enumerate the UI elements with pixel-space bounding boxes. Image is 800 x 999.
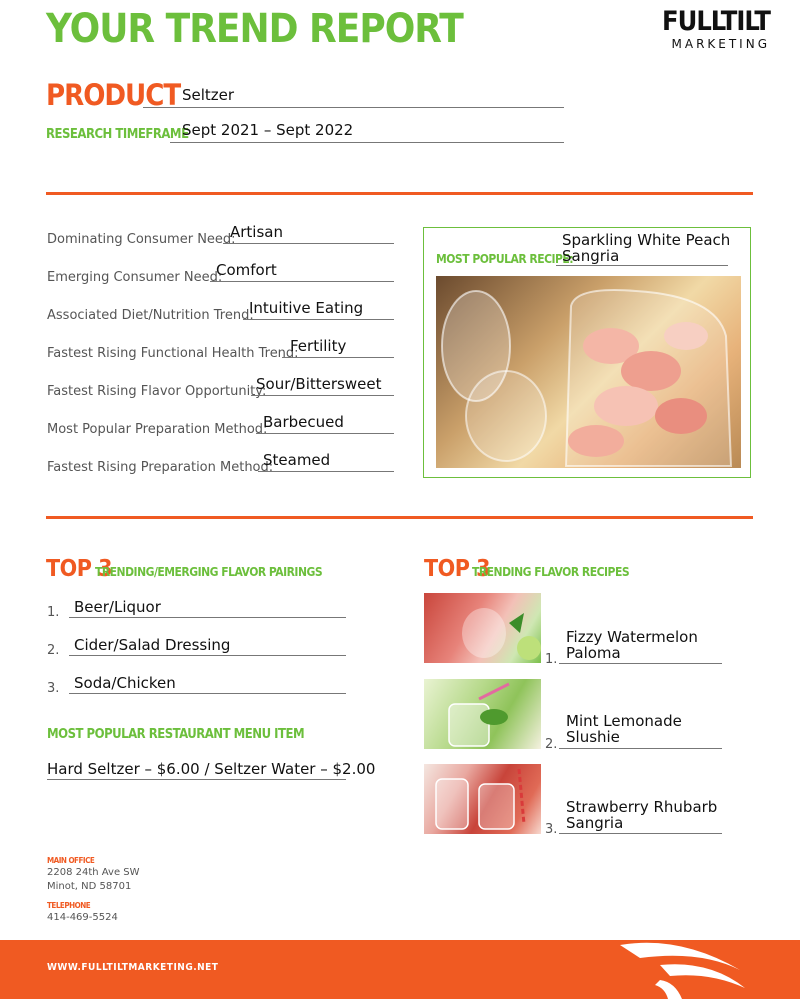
product-underline <box>143 107 564 108</box>
recipe-name-line1: Strawberry Rhubarb <box>566 798 718 816</box>
recipe-number: 2. <box>545 737 558 752</box>
logo <box>640 8 770 51</box>
trend-value: Steamed <box>263 451 331 469</box>
trend-label: Fastest Rising Preparation Method: <box>47 460 274 475</box>
recipe-name-line2: Slushie <box>566 728 620 746</box>
timeframe-label: RESEARCH TIMEFRAME <box>46 127 189 142</box>
timeframe-underline <box>170 142 564 143</box>
menu-item-underline <box>47 779 346 780</box>
pairings-heading: TRENDING/EMERGING FLAVOR PAIRINGS <box>95 565 323 579</box>
popular-recipe-name-line2: Sangria <box>562 247 620 265</box>
pairing-value: Cider/Salad Dressing <box>74 636 231 654</box>
product-label: PRODUCT <box>46 78 181 112</box>
logo-subtext: MARKETING <box>671 37 770 51</box>
recipe-name-line2: Paloma <box>566 644 621 662</box>
office-address-line2: Minot, ND 58701 <box>47 881 132 892</box>
pairing-underline <box>69 617 346 618</box>
watermelon-paloma-photo <box>424 593 541 663</box>
trend-label: Associated Diet/Nutrition Trend: <box>47 308 254 323</box>
pairing-number: 1. <box>47 605 60 620</box>
menu-item-value: Hard Seltzer – $6.00 / Seltzer Water – $2.00 <box>47 760 376 778</box>
trend-label: Emerging Consumer Need: <box>47 270 223 285</box>
telephone-number: 414-469-5524 <box>47 912 118 923</box>
sangria-photo <box>436 276 741 468</box>
footer-website-link[interactable]: WWW.FULLTILTMARKETING.NET <box>47 962 219 973</box>
popular-recipe-name <box>562 232 730 264</box>
pairings-heading-top: TOP 3 <box>46 556 112 582</box>
recipe-name <box>566 629 698 661</box>
recipes-heading-top: TOP 3 <box>424 556 490 582</box>
menu-item-heading: MOST POPULAR RESTAURANT MENU ITEM <box>47 727 305 742</box>
trend-label: Most Popular Preparation Method: <box>47 422 268 437</box>
telephone-label: TELEPHONE <box>47 901 91 910</box>
recipe-underline <box>559 833 722 834</box>
logo-wordmark: FULLTILT <box>662 6 770 37</box>
recipe-underline <box>559 748 722 749</box>
recipe-name <box>566 713 682 745</box>
trend-value: Artisan <box>230 223 283 241</box>
mint-lemonade-photo <box>424 679 541 749</box>
divider-top <box>46 192 753 195</box>
trend-label: Fastest Rising Functional Health Trend: <box>47 346 299 361</box>
trend-label: Dominating Consumer Need: <box>47 232 236 247</box>
product-value: Seltzer <box>182 86 235 104</box>
pairing-number: 2. <box>47 643 60 658</box>
trend-underline <box>251 395 394 396</box>
office-address-line1: 2208 24th Ave SW <box>47 867 140 878</box>
pairing-underline <box>69 693 346 694</box>
trend-label: Fastest Rising Flavor Opportunity: <box>47 384 267 399</box>
recipe-name <box>566 799 717 831</box>
trend-value: Barbecued <box>263 413 344 431</box>
recipe-name-line1: Mint Lemonade <box>566 712 682 730</box>
trend-value: Comfort <box>216 261 277 279</box>
footer-bar <box>0 940 800 999</box>
trend-underline <box>243 319 394 320</box>
main-office-label: MAIN OFFICE <box>47 856 95 865</box>
trend-underline <box>258 471 394 472</box>
pairing-underline <box>69 655 346 656</box>
swoosh-logo-icon <box>600 940 760 999</box>
recipe-number: 1. <box>545 652 558 667</box>
recipe-number: 3. <box>545 822 558 837</box>
trend-value: Fertility <box>290 337 347 355</box>
trend-underline <box>256 433 394 434</box>
trend-value: Sour/Bittersweet <box>256 375 382 393</box>
pairing-value: Beer/Liquor <box>74 598 161 616</box>
strawberry-sangria-photo <box>424 764 541 834</box>
timeframe-value: Sept 2021 – Sept 2022 <box>182 121 354 139</box>
pairing-number: 3. <box>47 681 60 696</box>
popular-recipe-label: MOST POPULAR RECIPE: <box>436 252 574 266</box>
divider-middle <box>46 516 753 519</box>
page-title: YOUR TREND REPORT <box>46 6 463 52</box>
popular-recipe-underline <box>556 265 728 266</box>
recipe-name-line1: Fizzy Watermelon <box>566 628 698 646</box>
recipe-underline <box>559 663 722 664</box>
trend-underline <box>282 357 394 358</box>
trend-value: Intuitive Eating <box>249 299 364 317</box>
popular-recipe-name-line1: Sparkling White Peach <box>562 231 731 249</box>
trend-underline <box>210 281 394 282</box>
recipe-name-line2: Sangria <box>566 814 624 832</box>
recipes-heading: TRENDING FLAVOR RECIPES <box>472 565 630 579</box>
pairing-value: Soda/Chicken <box>74 674 176 692</box>
trend-underline <box>223 243 394 244</box>
